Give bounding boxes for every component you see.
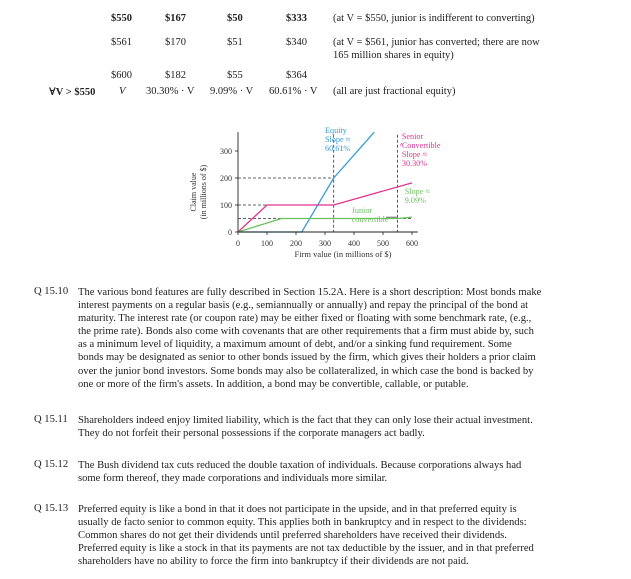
answer-line: maturity. The interest rate (or coupon rate) may be either fixed or floating with some benchmark rate, (e.g., <box>78 313 532 325</box>
series-line <box>238 183 412 232</box>
chart-annotation: Convertible <box>401 141 441 150</box>
question-number: Q 15.12 <box>34 459 69 470</box>
answer-line: Preferred equity is like a bond in that it does not participate in the upside, and in that preferred equity is <box>78 504 517 515</box>
table-cell-senior: $167 <box>165 13 186 24</box>
chart-annotation: Junior <box>351 206 373 215</box>
x-tick-label: 500 <box>377 239 389 248</box>
table-cell-senior: $182 <box>165 70 186 81</box>
chart-annotation: 9.09% <box>404 196 426 205</box>
table-cell-equity: $364 <box>286 70 307 81</box>
table-cell-junior: $55 <box>227 70 243 81</box>
y-tick-label: 100 <box>220 201 232 210</box>
table-cell-v: $561 <box>111 37 132 48</box>
chart-annotation: convertible <box>351 215 389 224</box>
table-cell-junior: $51 <box>227 37 243 48</box>
x-tick-label: 0 <box>236 239 240 248</box>
table-note: 165 million shares in equity) <box>333 50 454 61</box>
table-note: (at V = $550, junior is indifferent to converting) <box>333 13 535 24</box>
question-number: Q 15.10 <box>34 286 69 297</box>
answer-text <box>78 286 541 391</box>
chart-canvas <box>180 122 470 272</box>
answer-line: The Bush dividend tax cuts reduced the double taxation of individuals. Because corporations always had <box>78 460 522 471</box>
y-axis-label: (in millions of $) <box>199 164 208 220</box>
question-number: Q 15.13 <box>34 503 69 514</box>
table-general-equity: 60.61% · V <box>269 86 318 97</box>
answer-line: one or more of the firm's assets. In addition, a bond may be convertible, callable, or putable. <box>78 378 469 390</box>
table-cell-equity: $333 <box>286 13 307 24</box>
x-tick-label: 200 <box>290 239 302 248</box>
table-general-note: (all are just fractional equity) <box>333 86 456 97</box>
claim-value-chart <box>180 122 470 272</box>
table-cell-senior: $170 <box>165 37 186 48</box>
y-tick-label: 300 <box>220 147 232 156</box>
chart-annotation: Equity <box>325 126 347 135</box>
answer-line: interest payments on a regular basis (e.g., semiannually or annually) and repay the principal of the bond at <box>78 300 529 312</box>
chart-annotation: Slope ≈ <box>401 150 428 159</box>
answer-line: shareholders have no ability to force the firm into bankruptcy if their dividends are not paid. <box>78 556 469 568</box>
table-general-senior: 30.30% · V <box>146 86 195 97</box>
answer-line: over the junior bond investors. Some bonds may also be collateralized, in which case the bond is backed by <box>78 365 534 377</box>
answer-text <box>78 459 521 485</box>
answer-line: The various bond features are fully described in Section 15.2A. Here is a short description: Most bonds make <box>78 287 542 298</box>
x-tick-label: 100 <box>261 239 273 248</box>
table-cell-v: $550 <box>111 13 132 24</box>
y-axis-label: Claim value <box>189 172 198 212</box>
x-tick-label: 300 <box>319 239 331 248</box>
table-general-junior: 9.09% · V <box>210 86 254 97</box>
question-number: Q 15.11 <box>34 414 68 425</box>
table-cell-equity: $340 <box>286 37 307 48</box>
table-cell-junior: $50 <box>227 13 243 24</box>
y-tick-label: 0 <box>228 228 232 237</box>
x-tick-label: 600 <box>406 239 418 248</box>
answer-line: as a minimum level of liquidity, a maximum amount of debt, and/or a sinking fund requirement. Some <box>78 339 512 351</box>
chart-annotation: Senior <box>401 132 424 141</box>
chart-annotation: Slope ≈ <box>404 187 430 196</box>
answer-line: bonds may be designated as senior to other bonds issued by the firm, which gives their holders a prior claim <box>78 352 536 364</box>
y-tick-label: 200 <box>220 174 232 183</box>
answer-line: Shareholders indeed enjoy limited liability, which is the fact that they can only lose their actual investment. <box>78 415 533 426</box>
answer-line: some form thereof, they made corporations and individuals more similar. <box>78 473 388 485</box>
answer-text <box>78 503 534 568</box>
answer-line: They do not forfeit their personal possessions if the corporate managers act badly. <box>78 428 425 440</box>
chart-annotation: 30.30% <box>401 159 428 168</box>
table-note: (at V = $561, junior has converted; there are now <box>333 37 540 48</box>
x-axis-label: Firm value (in millions of $) <box>294 249 392 259</box>
chart-annotation: 60.61% <box>325 144 351 153</box>
answer-line: Common shares do not get their dividends until preferred shareholders have received their dividends. <box>78 530 507 542</box>
chart-annotation: Slope ≈ <box>325 135 351 144</box>
table-general-v: V <box>119 86 126 97</box>
answer-line: usually de facto senior to common equity. This applies both in bankruptcy and in respect to the dividends: <box>78 517 527 529</box>
table-general-label: ∀V > $550 <box>49 87 96 98</box>
answer-text <box>78 414 533 440</box>
x-tick-label: 400 <box>348 239 360 248</box>
answer-line: Preferred equity is like a stock in that its payments are not tax deductible by the issuer, and in that preferred <box>78 543 534 555</box>
answer-line: the prime rate). Bonds also come with covenants that are other requirements that a firm must abide by, such <box>78 326 534 338</box>
table-cell-v: $600 <box>111 70 132 81</box>
